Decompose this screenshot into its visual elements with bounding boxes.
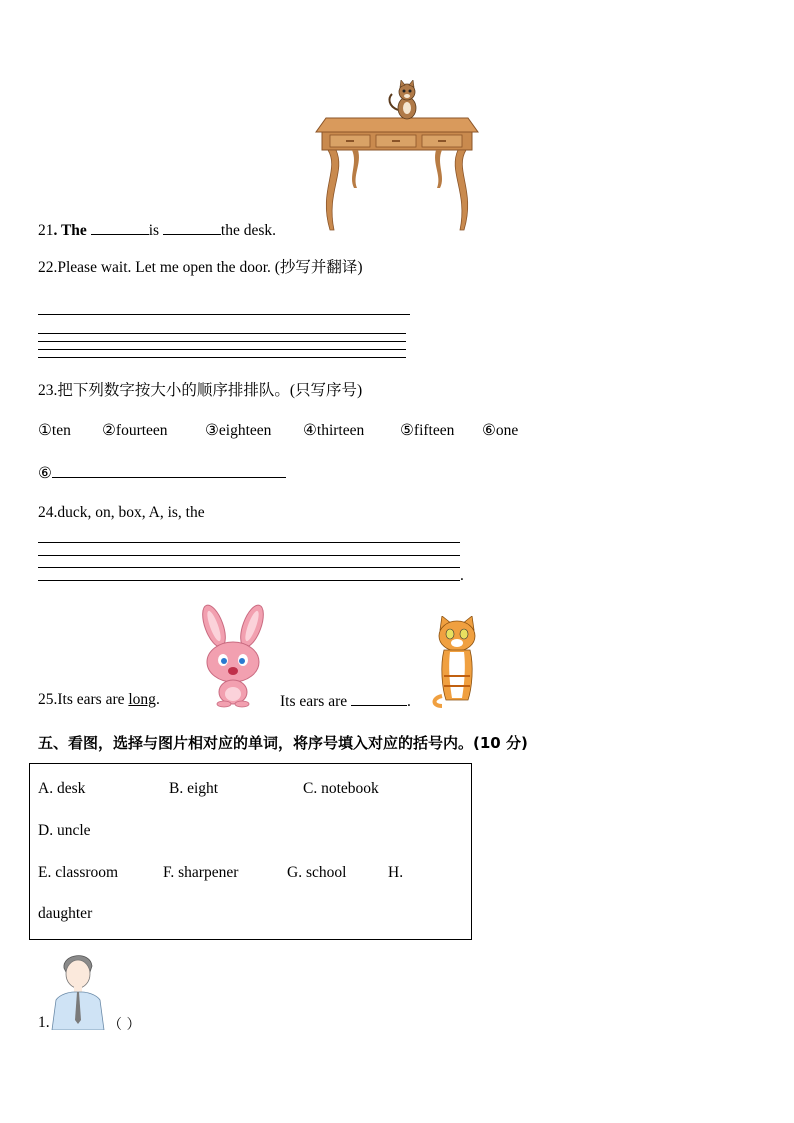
- option-5: ⑤fifteen: [400, 422, 455, 439]
- question-22: 22.Please wait. Let me open the door. (抄写并翻译): [38, 259, 363, 276]
- word-option-e: E. classroom: [38, 864, 119, 881]
- question-24-answer-line-1[interactable]: [38, 542, 460, 543]
- cat-illustration: [432, 616, 482, 708]
- cat-on-desk: [390, 80, 416, 119]
- question-21-tail: the desk.: [220, 222, 277, 239]
- question-25: 25.Its ears are long.: [38, 691, 160, 708]
- word-options-box: [29, 763, 472, 940]
- question-24-end: .: [460, 567, 464, 584]
- question-22-answer-line-5[interactable]: [38, 357, 406, 358]
- rabbit-illustration: [190, 604, 276, 708]
- question-21-is: is: [148, 222, 160, 239]
- word-option-a: A. desk: [38, 780, 86, 797]
- item-1-answer-paren[interactable]: （ ）: [108, 1017, 141, 1033]
- word-option-f: F. sharpener: [163, 864, 239, 881]
- question-21-the: . The: [53, 222, 87, 239]
- word-option-c: C. notebook: [303, 780, 379, 797]
- question-23-answer-blank[interactable]: [52, 463, 286, 478]
- question-22-answer-line-2[interactable]: [38, 333, 406, 334]
- desk-cat-illustration: [312, 80, 482, 235]
- question-23-answer: ⑥: [38, 463, 286, 483]
- question-22-answer-line-4[interactable]: [38, 349, 406, 350]
- section-5-title: 五、看图，选择与图片相对应的单词，将序号填入对应的括号内。(10 分): [38, 734, 528, 752]
- question-22-answer-line-3[interactable]: [38, 341, 406, 342]
- option-3: ③eighteen: [205, 422, 272, 439]
- word-option-d: D. uncle: [38, 822, 91, 839]
- question-24-answer-line-2[interactable]: [38, 555, 460, 556]
- question-23-prompt: 23.把下列数字按大小的顺序排排队。(只写序号): [38, 382, 363, 399]
- word-option-h: H.: [388, 864, 404, 881]
- question-24-answer-line-3[interactable]: [38, 567, 460, 568]
- word-option-g: G. school: [287, 864, 347, 881]
- option-6: ⑥one: [482, 422, 519, 439]
- question-21-blank-1[interactable]: [91, 220, 149, 235]
- option-1: ①ten: [38, 422, 71, 439]
- question-22-answer-line-1[interactable]: [38, 314, 410, 315]
- option-4: ④thirteen: [303, 422, 365, 439]
- word-option-h-text: daughter: [38, 905, 93, 922]
- question-21-blank-2[interactable]: [163, 220, 221, 235]
- question-25-word: long: [128, 691, 156, 708]
- man-illustration: [50, 950, 106, 1030]
- word-option-b: B. eight: [169, 780, 219, 797]
- question-21-number: 21: [38, 222, 54, 239]
- question-21: [38, 220, 276, 240]
- question-25-second: Its ears are .: [280, 693, 411, 710]
- question-24-answer-line-4[interactable]: [38, 580, 460, 581]
- question-25-blank[interactable]: [351, 691, 407, 706]
- option-2: ②fourteen: [102, 422, 168, 439]
- item-1-number: 1.: [38, 1014, 50, 1031]
- question-24: 24.duck, on, box, A, is, the: [38, 504, 205, 521]
